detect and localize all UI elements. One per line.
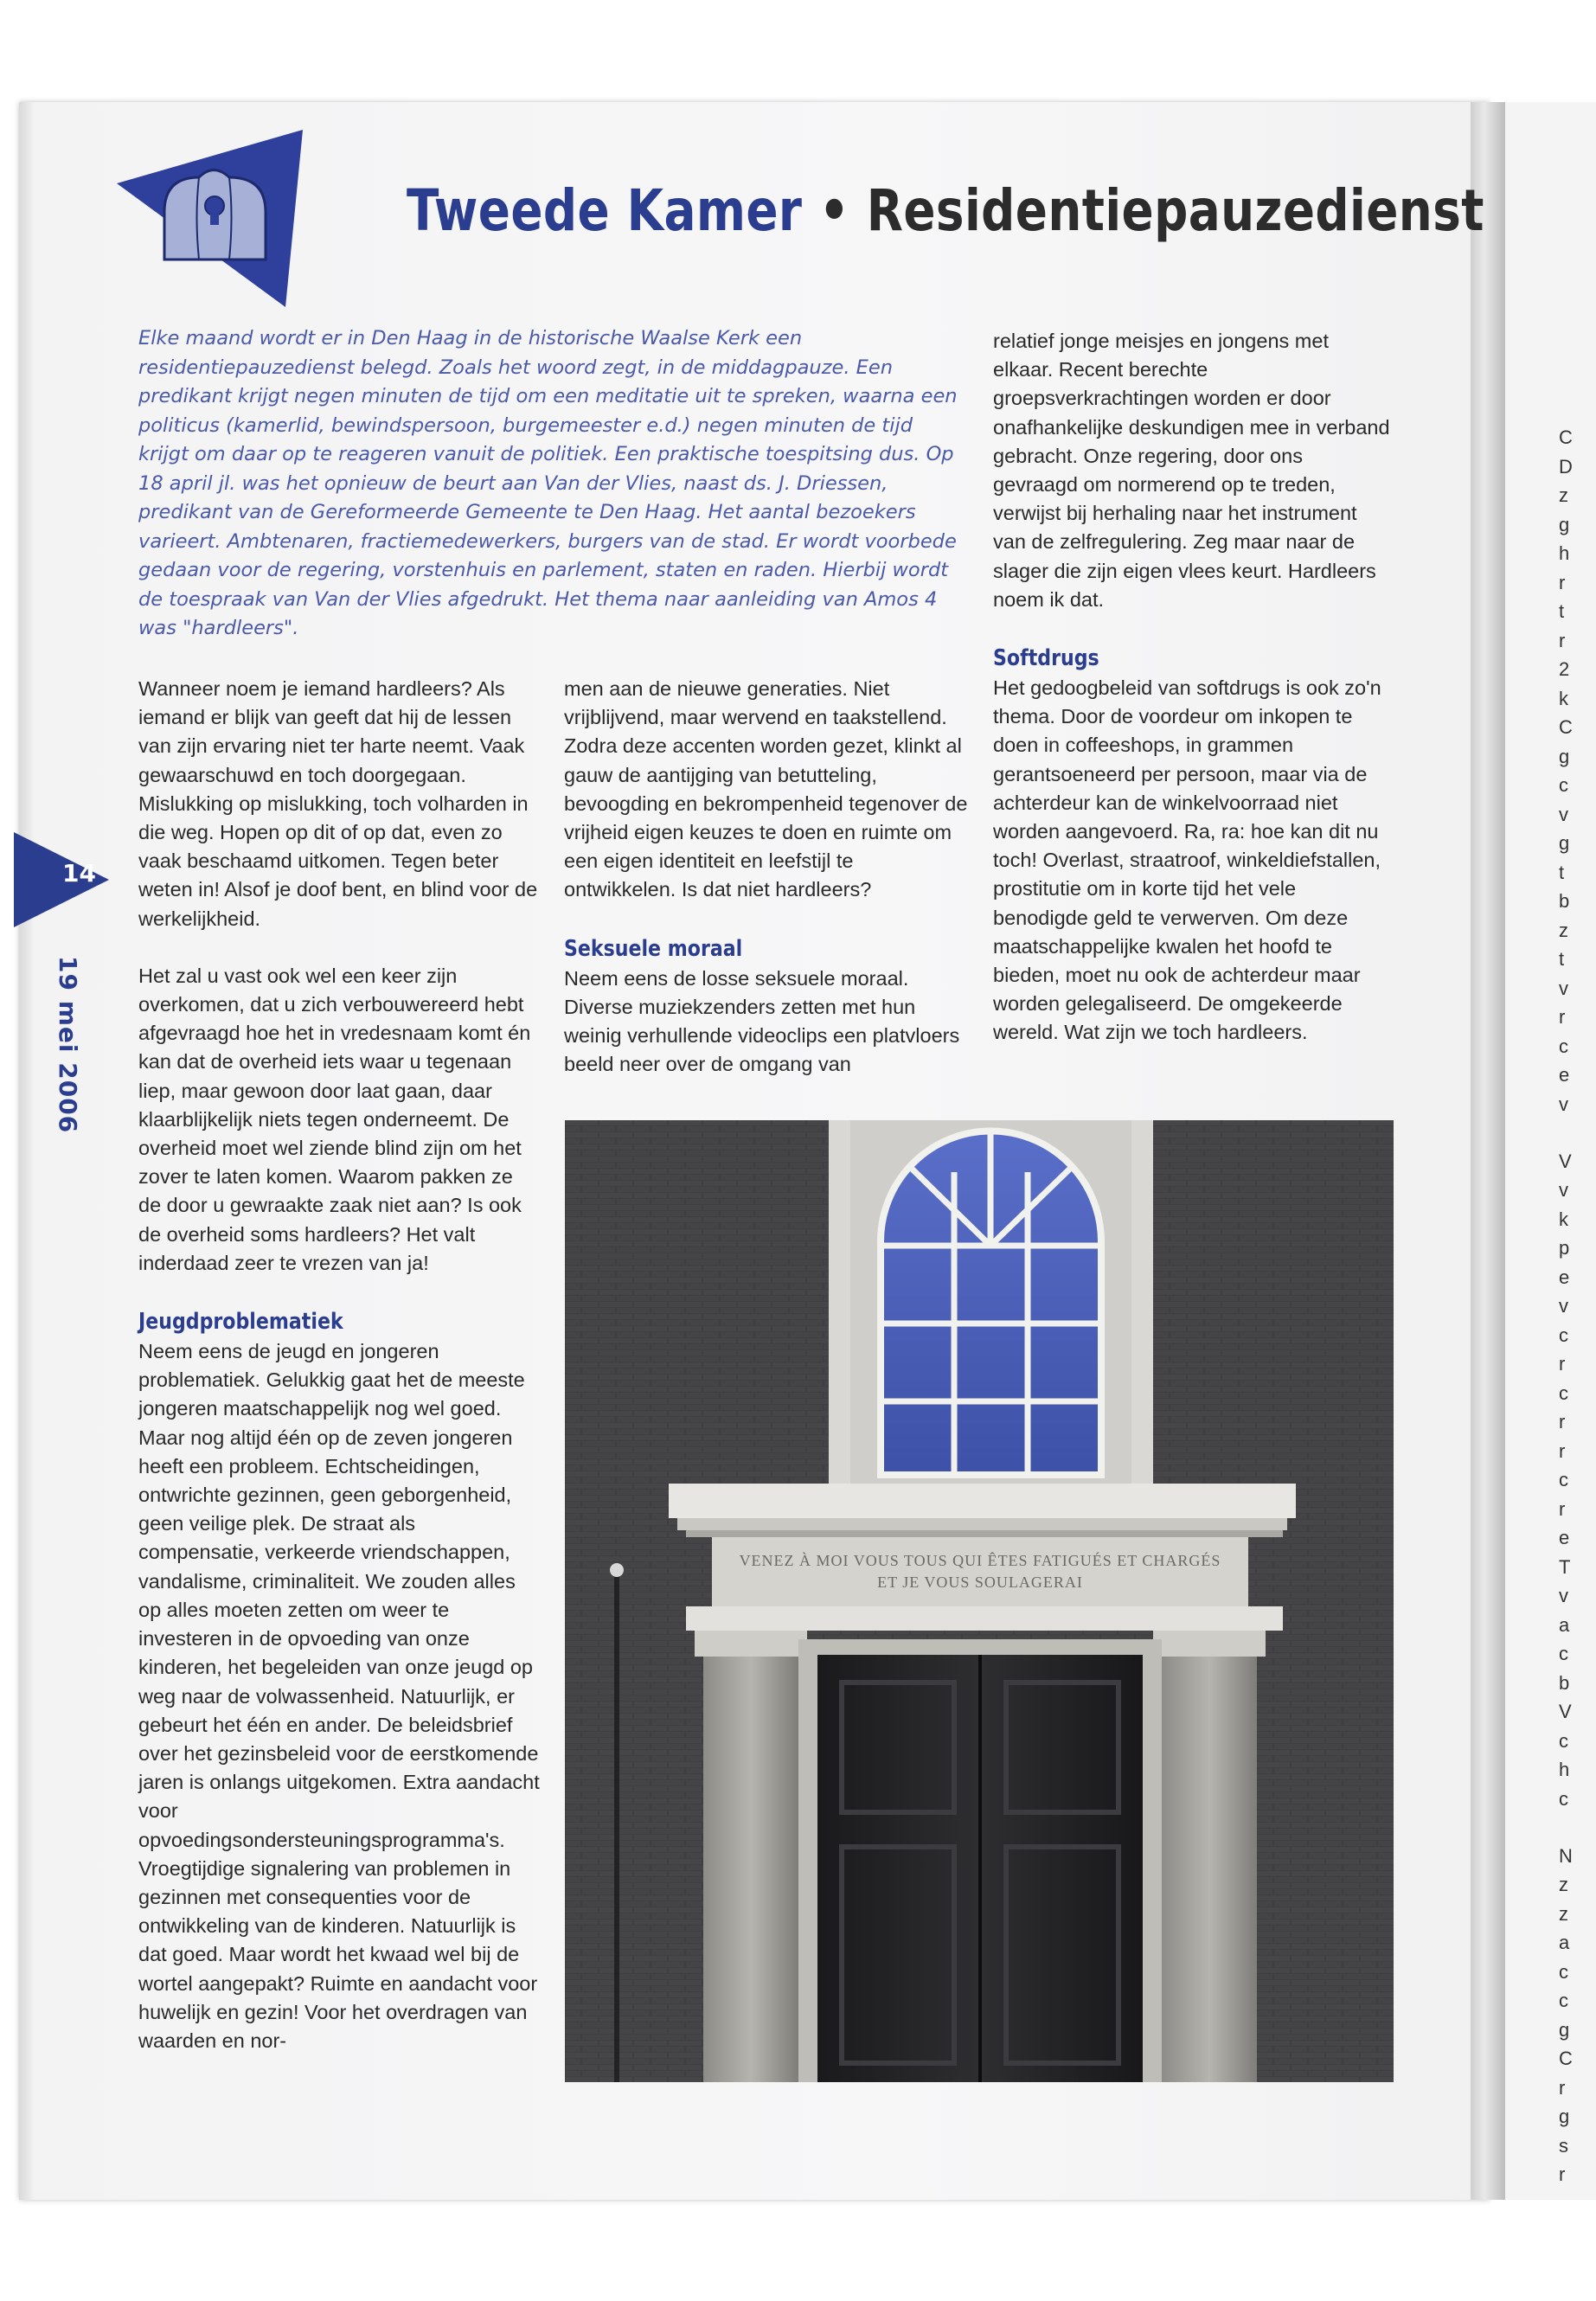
next-page-fragment: c <box>1559 1729 1568 1752</box>
next-page-fragment: c <box>1559 1960 1568 1983</box>
next-page-fragment: r <box>1559 1411 1566 1433</box>
next-page-fragment: r <box>1559 629 1566 651</box>
next-page-fragment: v <box>1559 977 1568 999</box>
next-page-fragment: c <box>1559 1643 1568 1664</box>
column-1-paragraph-3: Neem eens de jeugd en jongeren problematiek. Gelukkig gaat het de meeste jongeren maatschappelijk nog wel goed. Maar nog altijd één op de zeven jongeren heeft een probleem. Echtscheidingen, ontwrichte gezinnen, geen geborgenheid, geen veilige plek. De straat als compensatie, verkeerde vriendschappen, vandalisme, criminaliteit. We zouden alles op alles moeten zetten om weer te investeren in de opvoeding van onze kinderen, het begeleiden van onze jeugd op weg naar de volwassenheid. Natuurlijk, er gebeurt het één en ander. De beleidsbrief over het gezinsbeleid voor de eerstkomende jaren is onlangs uitgekomen. Extra aandacht voor opvoedingsondersteuningsprogramma's. Vroegtijdige signalering van problemen in gezinnen met consequenties voor de ontwikkeling van de kinderen. Natuurlijk is dat goed. Maar wordt het kwaad wel bij de wortel aangepakt? Ruimte en aandacht voor huwelijk en gezin! Voor het overdragen van waarden en nor- <box>138 1340 540 2052</box>
next-page-fragment: v <box>1559 1295 1568 1317</box>
next-page-fragment: k <box>1559 687 1568 709</box>
issue-date: 19 mei 2006 <box>54 956 82 1134</box>
page-title <box>407 177 1484 244</box>
next-page-fragment: s <box>1559 2134 1568 2157</box>
tweede-kamer-logo-icon <box>117 130 316 316</box>
title-part-1: Tweede Kamer <box>407 177 803 244</box>
next-page-fragment: T <box>1559 1555 1571 1578</box>
title-separator: • <box>818 177 850 244</box>
next-page-fragment: e <box>1559 1064 1570 1086</box>
church-facade-illustration <box>565 1120 1394 2082</box>
next-page-fragment: t <box>1559 600 1565 622</box>
next-page-fragment: r <box>1559 2076 1566 2099</box>
next-page-fragment: C <box>1559 426 1573 448</box>
column-1-paragraph-1: Wanneer noem je iemand hardleers? Als iemand er blijk van geeft dat hij de lessen van zijn ervaring niet ter harte neemt. Vaak gewaarschuwd en toch doorgegaan. Mislukking op mislukking, toch volharden in die weg. Hopen op dit of op dat, even zo vaak beschaamd uitkomen. Tegen beter weten in! Alsof je doof bent, en blind voor de werkelijkheid. <box>138 677 538 930</box>
next-page-fragment: t <box>1559 861 1565 883</box>
next-page-fragment: e <box>1559 1527 1570 1548</box>
column-1 <box>138 675 541 2084</box>
column-1-paragraph-2: Het zal u vast ook wel een keer zijn overkomen, dat u zich verbouwereerd hebt afgevraagd hoe het in vredesnaam komt én kan dat de overheid iets waar u tegenaan liep, maar gewoon door laat gaan, daar klaarblijkelijk niets tegen onderneemt. De overheid moet wel ziende blind zijn om het zover te laten komen. Waarom pakken ze de door u gewraakte zaak niet aan? Is ook de overheid soms hardleers? Het valt inderdaad zeer te vrezen van ja! <box>138 964 531 1274</box>
next-page-fragment: g <box>1559 832 1570 854</box>
next-page-fragment: C <box>1559 2048 1573 2069</box>
next-page-fragment: V <box>1559 1150 1572 1172</box>
intro-text <box>138 324 969 644</box>
next-page-fragment: c <box>1559 1381 1568 1404</box>
column-3-paragraph-1: relatief jonge meisjes en jongens met elkaar. Recent berechte groepsverkrachtingen worden er door onafhankelijke deskundigen mee in verband gebracht. Onze regering, door ons gevraagd om normerend op te treden, verwijst bij herhaling naar het instrument van de zelfregulering. Zeg maar naar de slager die zijn eigen vlees keurt. Hardleers noem ik dat. <box>993 330 1390 611</box>
next-page-fragment: z <box>1559 1902 1568 1925</box>
next-page-fragment: c <box>1559 1787 1568 1810</box>
intro-paragraph: Elke maand wordt er in Den Haag in de historische Waalse Kerk een residentiepauzedienst belegd. Zoals het woord zegt, in de middagpauze. Een predikant krijgt negen minuten de tijd om een meditatie uit te spreken, waarna een politicus (kamerlid, bewindspersoon, burgemeester e.d.) negen minuten de tijd krijgt om daar op te reageren vanuit de politiek. Een praktische toespitsing dus. Op 18 april jl. was het opnieuw de beurt aan Van der Vlies, naast ds. J. Driessen, predikant van de Gereformeerde Gemeente te Den Haag. Het aantal bezoekers varieert. Ambtenaren, fractiemedewerkers, burgers van de stad. Er wordt voorbede gedaan voor de regering, vorstenhuis en parlement, staten en raden. Hierbij wordt de toespraak van Van der Vlies afgedrukt. Het thema naar aanleiding van Amos 4 was "hardleers". <box>138 327 958 639</box>
column-3 <box>993 327 1391 1076</box>
next-page-fragment: v <box>1559 1585 1568 1606</box>
next-page-fragment: 2 <box>1559 658 1570 680</box>
next-page-fragment: c <box>1559 1469 1568 1490</box>
next-page-fragment: g <box>1559 745 1570 767</box>
next-page-fragment: z <box>1559 919 1568 941</box>
next-page-fragment: h <box>1559 1759 1570 1780</box>
next-page-fragment: c <box>1559 1324 1568 1346</box>
next-page-fragment: a <box>1559 1613 1570 1636</box>
next-page-fragment: p <box>1559 1237 1570 1259</box>
next-page-fragment: z <box>1559 484 1568 506</box>
next-page-fragment: g <box>1559 2106 1570 2127</box>
heading-seksuele-moraal: Seksuele moraal <box>564 935 743 962</box>
next-page-fragment: V <box>1559 1701 1572 1722</box>
next-page-fragment: r <box>1559 1353 1566 1375</box>
next-page-fragment: k <box>1559 1208 1568 1230</box>
inscription-line-1: VENEZ À MOI VOUS TOUS QUI ÊTES FATIGUÉS ET CHARGÉS <box>739 1552 1221 1569</box>
next-page-fragment: b <box>1559 1671 1570 1694</box>
heading-jeugdproblematiek: Jeugdproblematiek <box>138 1309 343 1336</box>
next-page-edge <box>1505 102 1596 2200</box>
next-page-fragment: c <box>1559 1990 1568 2011</box>
next-page-fragment: a <box>1559 1932 1570 1953</box>
column-3-paragraph-2: Het gedoogbeleid van softdrugs is ook zo'n thema. Door de voordeur om inkopen te doen in coffeeshops, in grammen gerantsoeneerd per persoon, maar via de achterdeur kan de winkelvoorraad niet worden aangevoerd. Ra, ra: hoe kan dit nu toch! Overlast, straatroof, winkeldiefstallen, prostitutie om in korte tijd het vele benodigde geld te verwerven. Om deze maatschappelijke kwalen het hoofd te bieden, moet nu ook de achterdeur maar worden gelegaliseerd. De omgekeerde wereld. Wat zijn we toch hardleers. <box>993 676 1381 1044</box>
page-gutter <box>1471 102 1505 2200</box>
next-page-fragment: e <box>1559 1266 1570 1288</box>
church-facade-photo <box>565 1120 1394 2082</box>
next-page-fragment: r <box>1559 2163 1566 2185</box>
next-page-fragment: t <box>1559 948 1565 970</box>
inscription-line-2: ET JE VOUS SOULAGERAI <box>877 1574 1083 1591</box>
next-page-fragment: r <box>1559 571 1566 593</box>
heading-softdrugs: Softdrugs <box>993 645 1099 672</box>
next-page-fragment: z <box>1559 1874 1568 1895</box>
next-page-fragment: v <box>1559 1093 1568 1115</box>
next-page-fragment: g <box>1559 2018 1570 2041</box>
next-page-fragment: c <box>1559 1035 1568 1057</box>
next-page-fragment: v <box>1559 803 1568 825</box>
title-part-2: Residentiepauzedienst <box>866 177 1484 244</box>
next-page-fragment: r <box>1559 1497 1566 1520</box>
next-page-fragment: D <box>1559 455 1573 478</box>
column-2-paragraph-2: Neem eens de losse seksuele moraal. Diverse muziekzenders zetten met hun weinig verhullende videoclips een platvloers beeld neer over de omgang van <box>564 966 960 1076</box>
column-2-paragraph-1: men aan de nieuwe generaties. Niet vrijblijvend, maar wervend en taakstellend. Zodra deze accenten worden gezet, klinkt al gauw de aantijging van betutteling, bevoogding en bekrompenheid tegenover de vrijheid eigen keuzes te doen en ruimte om een eigen identiteit en leefstijl te ontwikkelen. Is dat niet hardleers? <box>564 677 968 901</box>
next-page-fragment: h <box>1559 542 1570 564</box>
next-page-fragment: r <box>1559 1006 1566 1028</box>
next-page-fragment: r <box>1559 1439 1566 1462</box>
next-page-fragment: N <box>1559 1844 1573 1867</box>
next-page-fragment: g <box>1559 513 1570 535</box>
next-page-fragment: c <box>1559 774 1568 796</box>
next-page-fragment: b <box>1559 890 1570 912</box>
next-page-fragment: C <box>1559 716 1573 738</box>
next-page-fragment: v <box>1559 1179 1568 1201</box>
page-number: 14 <box>62 859 96 888</box>
column-2 <box>564 675 971 1107</box>
